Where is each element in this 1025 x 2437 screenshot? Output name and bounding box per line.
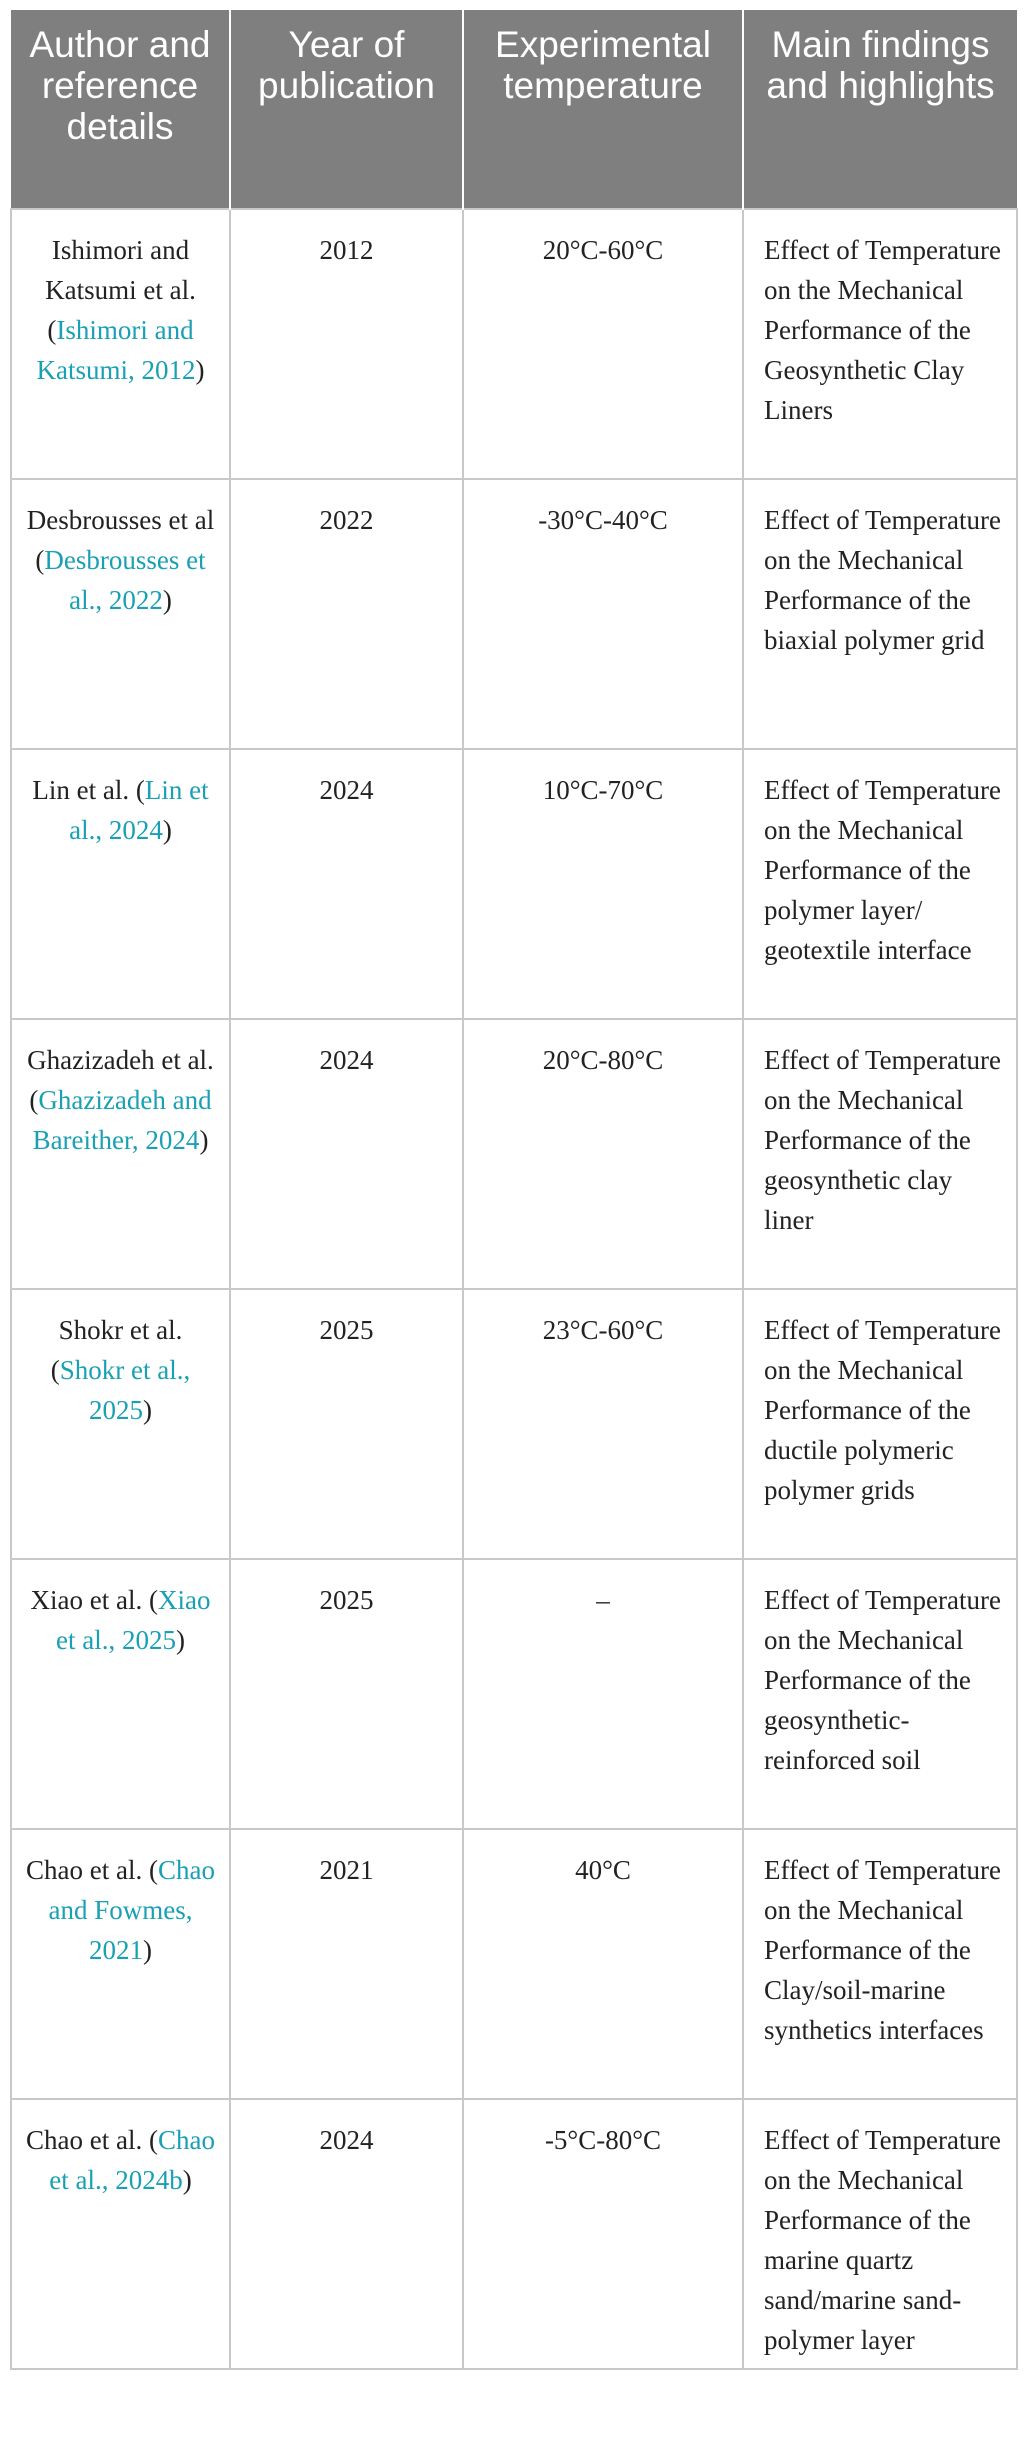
header-temperature: Experimental temperature bbox=[463, 10, 743, 209]
author-name: Shokr et al. bbox=[58, 1315, 183, 1345]
year-cell: 2024 bbox=[230, 2099, 463, 2369]
reference-link[interactable]: Ghazizadeh and Bareither, 2024 bbox=[32, 1085, 212, 1155]
author-cell: Chao et al. (Chao et al., 2024b) bbox=[11, 2099, 230, 2369]
table-row bbox=[11, 1829, 1017, 2099]
finding-cell: Effect of Temperature on the Mechanical Performance of the ductile polymeric polymer grids bbox=[743, 1289, 1017, 1559]
reference-link[interactable]: Desbrousses et al., 2022 bbox=[44, 545, 206, 615]
reference-link[interactable]: Shokr et al., 2025 bbox=[59, 1355, 191, 1425]
finding-cell: Effect of Temperature on the Mechanical Performance of the Clay/soil-marine synthetics interfaces bbox=[743, 1829, 1017, 2099]
author-name: Lin et al. bbox=[32, 775, 130, 805]
header-findings: Main findings and highlights bbox=[743, 10, 1017, 209]
author-cell: Chao et al. (Chao and Fowmes, 2021) bbox=[11, 1829, 230, 2099]
year-cell: 2024 bbox=[230, 1019, 463, 1289]
finding-cell: Effect of Temperature on the Mechanical Performance of the marine quartz sand/marine sand-polymer layer bbox=[743, 2099, 1017, 2369]
finding-cell: Effect of Temperature on the Mechanical Performance of the Geosynthetic Clay Liners bbox=[743, 209, 1017, 479]
reference-link[interactable]: Ishimori and Katsumi, 2012 bbox=[36, 315, 196, 385]
table-header bbox=[11, 10, 1017, 209]
year-cell: 2021 bbox=[230, 1829, 463, 2099]
temperature-cell: 23°C-60°C bbox=[463, 1289, 743, 1559]
reference-link[interactable]: Chao and Fowmes, 2021 bbox=[48, 1855, 215, 1965]
table-row bbox=[11, 1019, 1017, 1289]
year-cell: 2025 bbox=[230, 1559, 463, 1829]
header-year: Year of publication bbox=[230, 10, 463, 209]
author-cell: Ghazizadeh et al. (Ghazizadeh and Bareither, 2024) bbox=[11, 1019, 230, 1289]
temperature-cell: -30°C-40°C bbox=[463, 479, 743, 749]
reference-link[interactable]: Chao et al., 2024b bbox=[49, 2125, 215, 2195]
author-name: Xiao et al. bbox=[30, 1585, 143, 1615]
author-cell: Desbrousses et al (Desbrousses et al., 2022) bbox=[11, 479, 230, 749]
author-cell: Ishimori and Katsumi et al. (Ishimori and Katsumi, 2012) bbox=[11, 209, 230, 479]
author-cell: Lin et al. (Lin et al., 2024) bbox=[11, 749, 230, 1019]
table-row bbox=[11, 209, 1017, 479]
finding-cell: Effect of Temperature on the Mechanical Performance of the biaxial polymer grid bbox=[743, 479, 1017, 749]
literature-table bbox=[10, 10, 1018, 2370]
finding-cell: Effect of Temperature on the Mechanical Performance of the geosynthetic clay liner bbox=[743, 1019, 1017, 1289]
temperature-cell: 40°C bbox=[463, 1829, 743, 2099]
table-body bbox=[11, 209, 1017, 2369]
temperature-cell: – bbox=[463, 1559, 743, 1829]
year-cell: 2022 bbox=[230, 479, 463, 749]
year-cell: 2024 bbox=[230, 749, 463, 1019]
table-row bbox=[11, 2099, 1017, 2369]
reference-link[interactable]: Xiao et al., 2025 bbox=[56, 1585, 211, 1655]
table-row bbox=[11, 1289, 1017, 1559]
finding-cell: Effect of Temperature on the Mechanical Performance of the geosynthetic-reinforced soil bbox=[743, 1559, 1017, 1829]
year-cell: 2012 bbox=[230, 209, 463, 479]
author-name: Chao et al. bbox=[26, 1855, 143, 1885]
header-author: Author and reference details bbox=[11, 10, 230, 209]
author-cell: Shokr et al. (Shokr et al., 2025) bbox=[11, 1289, 230, 1559]
table-row bbox=[11, 749, 1017, 1019]
temperature-cell: -5°C-80°C bbox=[463, 2099, 743, 2369]
header-row bbox=[11, 10, 1017, 209]
table-row bbox=[11, 479, 1017, 749]
author-name: Ghazizadeh et al. bbox=[27, 1045, 214, 1075]
temperature-cell: 10°C-70°C bbox=[463, 749, 743, 1019]
temperature-cell: 20°C-80°C bbox=[463, 1019, 743, 1289]
finding-cell: Effect of Temperature on the Mechanical Performance of the polymer layer/ geotextile interface bbox=[743, 749, 1017, 1019]
reference-link[interactable]: Lin et al., 2024 bbox=[69, 775, 209, 845]
year-cell: 2025 bbox=[230, 1289, 463, 1559]
author-cell: Xiao et al. (Xiao et al., 2025) bbox=[11, 1559, 230, 1829]
author-name: Desbrousses et al bbox=[26, 505, 215, 535]
table-row bbox=[11, 1559, 1017, 1829]
author-name: Chao et al. bbox=[26, 2125, 143, 2155]
author-name: Ishimori and Katsumi et al. bbox=[45, 235, 196, 305]
temperature-cell: 20°C-60°C bbox=[463, 209, 743, 479]
